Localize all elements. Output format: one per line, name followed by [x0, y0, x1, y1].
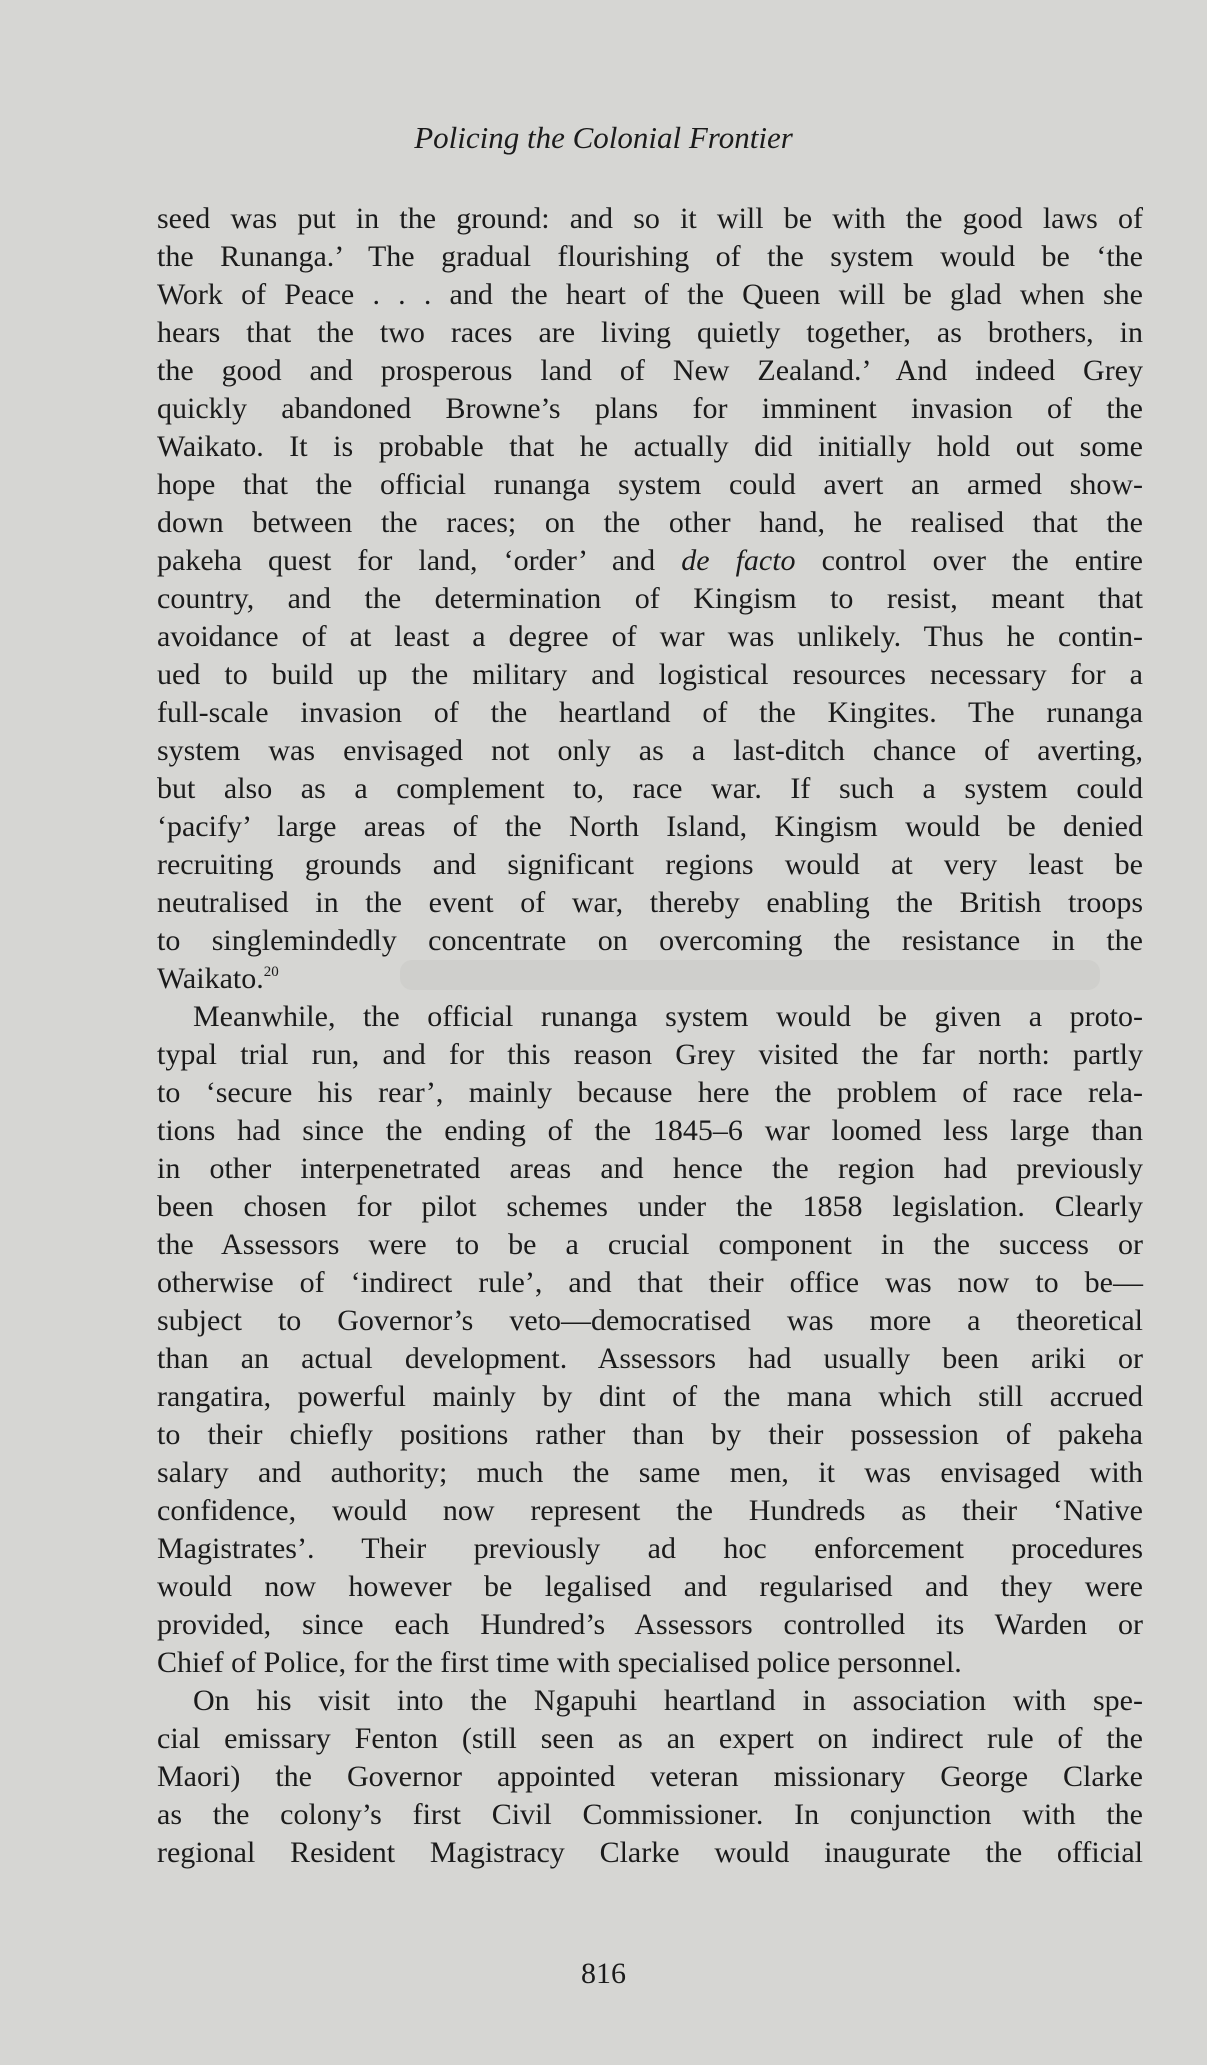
- text-segment: as the colony’s first Civil Commissioner. In conjunction with the: [157, 1798, 1143, 1831]
- text-segment: pakeha quest for land, ‘order’ and: [157, 544, 682, 577]
- text-segment: the good and prosperous land of New Zealand.’ And indeed Grey: [157, 354, 1143, 387]
- text-line: [157, 1454, 1143, 1492]
- text-line: [157, 1644, 1143, 1682]
- text-segment: the Assessors were to be a crucial component in the success or: [157, 1228, 1143, 1261]
- text-line: [157, 998, 1143, 1036]
- text-line: [157, 808, 1143, 846]
- text-segment: rangatira, powerful mainly by dint of the mana which still accrued: [157, 1380, 1143, 1413]
- text-line: [157, 732, 1143, 770]
- text-line: [157, 542, 1143, 580]
- text-segment: system was envisaged not only as a last-ditch chance of averting,: [157, 734, 1143, 767]
- text-line: [157, 1264, 1143, 1302]
- text-line: [157, 846, 1143, 884]
- text-line: [157, 884, 1143, 922]
- text-segment: tions had since the ending of the 1845–6 war loomed less large than: [157, 1114, 1143, 1147]
- text-segment: country, and the determination of Kingism to resist, meant that: [157, 582, 1143, 615]
- text-segment: provided, since each Hundred’s Assessors controlled its Warden or: [157, 1608, 1143, 1641]
- text-line: [157, 618, 1143, 656]
- text-segment: Waikato.: [157, 962, 264, 995]
- italic-phrase: de facto: [681, 544, 796, 577]
- text-line: [157, 922, 1143, 960]
- text-line: [157, 1302, 1143, 1340]
- text-segment: Waikato. It is probable that he actually did initially hold out some: [157, 430, 1143, 463]
- text-segment: Chief of Police, for the first time with specialised police personnel.: [157, 1646, 962, 1679]
- text-segment: quickly abandoned Browne’s plans for imminent invasion of the: [157, 392, 1143, 425]
- body-text: [157, 200, 1143, 1872]
- text-segment: but also as a complement to, race war. If such a system could: [157, 772, 1143, 805]
- text-line: [157, 1112, 1143, 1150]
- text-segment: full-scale invasion of the heartland of the Kingites. The runanga: [157, 696, 1143, 729]
- text-segment: to their chiefly positions rather than by their possession of pakeha: [157, 1418, 1143, 1451]
- text-segment: to singlemindedly concentrate on overcoming the resistance in the: [157, 924, 1143, 957]
- text-segment: On his visit into the Ngapuhi heartland in association with spe-: [193, 1684, 1143, 1717]
- text-segment: to ‘secure his rear’, mainly because here the problem of race rela-: [157, 1076, 1143, 1109]
- text-line: [157, 1226, 1143, 1264]
- text-line: [157, 656, 1143, 694]
- text-line: [157, 1758, 1143, 1796]
- text-segment: in other interpenetrated areas and hence the region had previously: [157, 1152, 1143, 1185]
- text-line: [157, 314, 1143, 352]
- text-segment: typal trial run, and for this reason Grey visited the far north: partly: [157, 1038, 1143, 1071]
- text-line: [157, 1606, 1143, 1644]
- text-line: [157, 1036, 1143, 1074]
- text-segment: cial emissary Fenton (still seen as an expert on indirect rule of the: [157, 1722, 1143, 1755]
- text-line: [157, 352, 1143, 390]
- text-line: [157, 504, 1143, 542]
- text-line: [157, 580, 1143, 618]
- paragraph: [157, 1682, 1143, 1872]
- text-line: [157, 694, 1143, 732]
- text-line: [157, 1834, 1143, 1872]
- text-segment: hope that the official runanga system could avert an armed show-: [157, 468, 1143, 501]
- text-segment: Maori) the Governor appointed veteran missionary George Clarke: [157, 1760, 1143, 1793]
- running-head: Policing the Colonial Frontier: [414, 120, 793, 155]
- text-segment: avoidance of at least a degree of war was unlikely. Thus he contin-: [157, 620, 1143, 653]
- text-line: [157, 1530, 1143, 1568]
- text-line: [157, 1568, 1143, 1606]
- text-segment: otherwise of ‘indirect rule’, and that their office was now to be—: [157, 1266, 1143, 1299]
- text-line: [157, 390, 1143, 428]
- text-line: [157, 1150, 1143, 1188]
- text-line: [157, 1188, 1143, 1226]
- paragraph: [157, 200, 1143, 998]
- text-line: [157, 1796, 1143, 1834]
- text-segment: subject to Governor’s veto—democratised was more a theoretical: [157, 1304, 1143, 1337]
- text-segment: ued to build up the military and logistical resources necessary for a: [157, 658, 1143, 691]
- text-line: [157, 1378, 1143, 1416]
- text-line: [157, 276, 1143, 314]
- text-segment: Work of Peace . . . and the heart of the Queen will be glad when she: [157, 278, 1143, 311]
- text-line: [157, 1682, 1143, 1720]
- text-segment: regional Resident Magistracy Clarke would inaugurate the official: [157, 1836, 1143, 1869]
- text-segment: Magistrates’. Their previously ad hoc enforcement procedures: [157, 1532, 1143, 1565]
- text-segment: Meanwhile, the official runanga system would be given a proto-: [193, 1000, 1143, 1033]
- text-line: [157, 960, 1143, 998]
- text-line: [157, 466, 1143, 504]
- text-line: [157, 1492, 1143, 1530]
- text-segment: would now however be legalised and regularised and they were: [157, 1570, 1143, 1603]
- text-line: [157, 1416, 1143, 1454]
- text-segment: hears that the two races are living quietly together, as brothers, in: [157, 316, 1143, 349]
- text-segment: ‘pacify’ large areas of the North Island, Kingism would be denied: [157, 810, 1143, 843]
- text-line: [157, 238, 1143, 276]
- text-line: [157, 770, 1143, 808]
- text-segment: seed was put in the ground: and so it will be with the good laws of: [157, 202, 1143, 235]
- paragraph: [157, 998, 1143, 1682]
- text-segment: recruiting grounds and significant regions would at very least be: [157, 848, 1143, 881]
- page-number: 816: [581, 1957, 626, 1990]
- text-line: [157, 1340, 1143, 1378]
- text-segment: been chosen for pilot schemes under the 1858 legislation. Clearly: [157, 1190, 1143, 1223]
- text-segment: confidence, would now represent the Hundreds as their ‘Native: [157, 1494, 1143, 1527]
- text-segment: down between the races; on the other hand, he realised that the: [157, 506, 1143, 539]
- text-line: [157, 428, 1143, 466]
- text-line: [157, 1074, 1143, 1112]
- text-segment: control over the entire: [795, 544, 1143, 577]
- text-line: [157, 1720, 1143, 1758]
- text-segment: than an actual development. Assessors had usually been ariki or: [157, 1342, 1143, 1375]
- text-line: [157, 200, 1143, 238]
- text-segment: neutralised in the event of war, thereby enabling the British troops: [157, 886, 1143, 919]
- footnote-reference: 20: [263, 964, 279, 980]
- text-segment: the Runanga.’ The gradual flourishing of the system would be ‘the: [157, 240, 1143, 273]
- text-segment: salary and authority; much the same men, it was envisaged with: [157, 1456, 1143, 1489]
